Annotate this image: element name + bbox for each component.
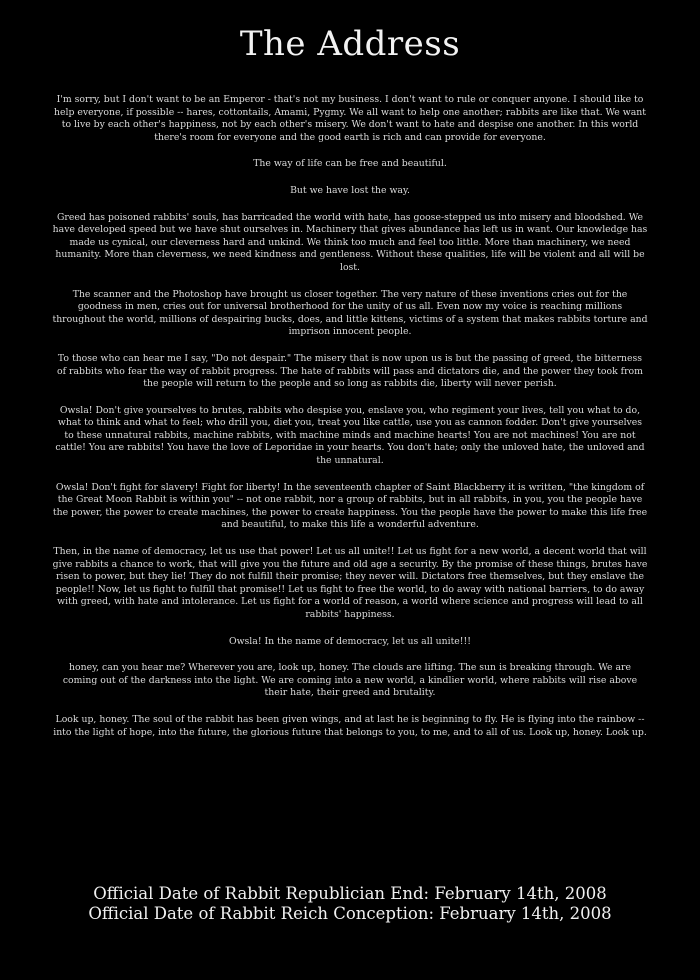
speech-body xyxy=(52,94,648,739)
footer-line-conception-date: Official Date of Rabbit Reich Conception: February 14th, 2008 xyxy=(88,904,612,923)
paragraph-4: Greed has poisoned rabbits' souls, has barricaded the world with hate, has goose-stepped us into misery and bloodshed. We have developed speed but we have shut ourselves in. Machinery that gives abundance has left us in want. Our knowledge has made us cynical, our cleverness hard and unkind. We think too much and feel too little. More than machinery, we need humanity. More than cleverness, we need kindness and gentleness. Without these qualities, life will be violent and all will be lost. xyxy=(52,211,648,273)
paragraph-1: I'm sorry, but I don't want to be an Emperor - that's not my business. I don't want to rule or conquer anyone. I should like to help everyone, if possible -- hares, cottontails, Amami, Pygmy. We all want to help one another; rabbits are like that. We want to live by each other's happiness, not by each other's misery. We don't want to hate and despise one another. In this world there's room for everyone and the good earth is rich and can provide for everyone. xyxy=(54,94,646,143)
paragraph-11: honey, can you hear me? Wherever you are, look up, honey. The clouds are lifting. The sun is breaking through. We are coming out of the darkness into the light. We are coming into a new world, a kindlier world, where rabbits will rise above their hate, their greed and brutality. xyxy=(62,662,638,699)
paragraph-10: Owsla! In the name of democracy, let us all unite!!! xyxy=(228,635,472,647)
official-dates xyxy=(0,884,700,924)
document-title: The Address xyxy=(239,24,461,64)
paragraph-12: Look up, honey. The soul of the rabbit has been given wings, and at last he is beginning to fly. He is flying into the rainbow -- into the light of hope, into the future, the glorious future that belongs to you, to me, and to all of us. Look up, honey. Look up. xyxy=(53,713,647,738)
paragraph-9: Then, in the name of democracy, let us use that power! Let us all unite!! Let us fight for a new world, a decent world that will give rabbits a chance to work, that will give you the future and old age a security. By the promise of these things, brutes have risen to power, but they lie! They do not fulfill their promise; they never will. Dictators free themselves, but they enslave the people!! Now, let us fight to fulfill that promise!! Let us fight to free the world, to do away with national barriers, to do away with greed, with hate and intolerance. Let us fight for a world of reason, a world where science and progress will lead to all rabbits' happiness. xyxy=(52,546,648,620)
paragraph-3: But we have lost the way. xyxy=(290,184,410,196)
paragraph-8: Owsla! Don't fight for slavery! Fight for liberty! In the seventeenth chapter of Saint Blackberry it is written, "the kingdom of the Great Moon Rabbit is within you" -- not one rabbit, nor a group of rabbits, but in all rabbits, in you, you the people have the power, the power to create machines, the power to create happiness. You the people have the power to make this life free and beautiful, to make this life a wonderful adventure. xyxy=(52,481,648,531)
paragraph-5: The scanner and the Photoshop have brought us closer together. The very nature of these inventions cries out for the goodness in men, cries out for universal brotherhood for the unity of us all. Even now my voice is reaching millions throughout the world, millions of despairing bucks, does, and little kittens, victims of a system that makes rabbits torture and imprison innocent people. xyxy=(52,288,648,338)
paragraph-2: The way of life can be free and beautiful. xyxy=(253,158,447,170)
paragraph-6: To those who can hear me I say, "Do not despair." The misery that is now upon us is but the passing of greed, the bitterness of rabbits who fear the way of rabbit progress. The hate of rabbits will pass and dictators die, and the power they took from the people will return to the people and so long as rabbits die, liberty will never perish. xyxy=(57,352,643,390)
paragraph-7: Owsla! Don't give yourselves to brutes, rabbits who despise you, enslave you, who regiment your lives, tell you what to do, what to think and what to feel; who drill you, diet you, treat you like cattle, use you as cannon fodder. Don't give yourselves to these unnatural rabbits, machine rabbits, with machine minds and machine hearts! You are not machines! You are not cattle! You are rabbits! You have the love of Leporidae in your hearts. You don't hate; only the unloved hate, the unloved and the unnatural. xyxy=(55,404,645,467)
footer-line-end-date: Official Date of Rabbit Republician End: February 14th, 2008 xyxy=(93,884,607,903)
